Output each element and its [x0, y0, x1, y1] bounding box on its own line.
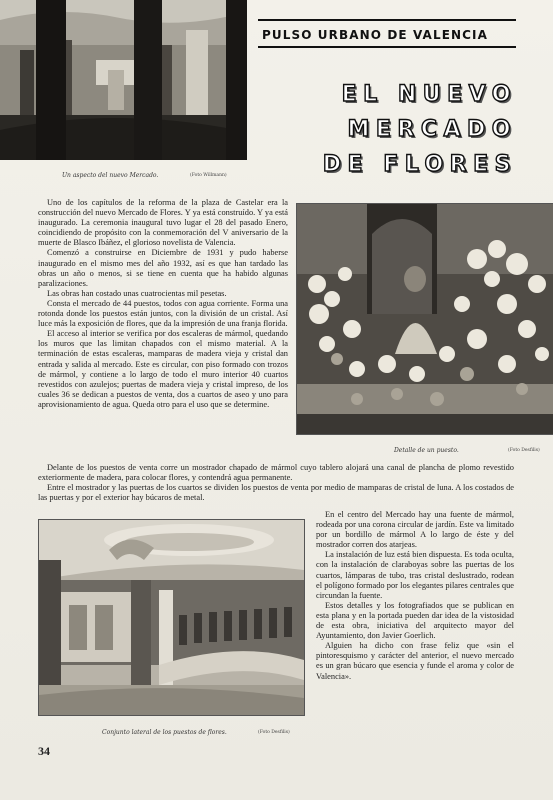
- title-rule-top: [258, 19, 516, 21]
- article-full-width: [38, 463, 514, 503]
- flower-stall-photo: [296, 203, 553, 435]
- paragraph: En el centro del Mercado hay una fuente de mármol, rodeada por una corona circular de jardín. Este va limitado por un bordillo de mármol A lo largo de éste y del mostrador corren dos atarjeas.: [316, 510, 514, 550]
- paragraph: Delante de los puestos de venta corre un mostrador chapado de mármol cuyo tablero alojará una canal de plancha de plomo revestido exteriormente de madera, para colocar flores, y contendrá agua permanente.: [38, 463, 514, 483]
- top-photo-caption: Un aspecto del nuevo Mercado.: [62, 172, 159, 179]
- market-stalls-photo: [38, 519, 305, 716]
- bottom-photo-credit: (Foto Desfilis): [258, 730, 290, 735]
- paragraph: La instalación de luz está bien dispuesta. Es toda oculta, con la instalación de claraboyas sobre las puertas de los cuartos, lámparas de tubo, tras cristal deslustrado, rodean el polígono formado por los elegantes pilares centrales que circundan la fuente.: [316, 550, 514, 600]
- title-rule-bottom: [258, 46, 516, 48]
- paragraph: Las obras han costado unas cuatrocientas mil pesetas.: [47, 288, 227, 298]
- right-photo-credit: (Foto Desfilis): [508, 448, 540, 453]
- paragraph: Comenzó a construirse en Diciembre de 1931 y pudo haberse inaugurado en el mismo mes del año 1932, así es que han tardado las obras un año o menos, si se tiene en cuenta que ha habido algunas paralizaciones.: [38, 248, 288, 288]
- page-number: 34: [38, 744, 50, 758]
- section-title: PULSO URBANO DE VALENCIA: [262, 28, 488, 42]
- headline-line-3: DE FLORES: [322, 152, 517, 177]
- top-photo-credit: (Foto Willmann): [190, 173, 227, 178]
- paragraph: Entre el mostrador y las puertas de los cuartos se dividen los puestos de venta por medio de mamparas de cristal de luna. A los costados de las puertas y por el exterior hay búcaros de metal.: [38, 483, 514, 503]
- paragraph: Consta el mercado de 44 puestos, todos con agua corriente. Forma una rotonda donde los puestos están juntos, con la división de un cristal. Así luce más la exposición de flores, que da la impresión de una franja florida.: [38, 298, 288, 329]
- market-interior-photo: [0, 0, 247, 160]
- headline-line-1: EL NUEVO: [341, 82, 517, 107]
- headline-line-2: MERCADO: [347, 117, 517, 142]
- paragraph: Uno de los capítulos de la reforma de la plaza de Castelar era la construcción del nuevo Mercado de Flores. Y ya está construído. Y ya está inaugurado. La ceremonia inaugural tuvo lugar el 28 del pasado Enero, coincidiendo de propósito con la conmemoración del V aniversario de la muerte de Blasco Ibáñez, el glorioso novelista de Valencia.: [38, 198, 288, 248]
- article-column-bottom: [316, 510, 514, 682]
- paragraph: Alguien ha dicho con frase feliz que «sin el pintoresquismo y carácter del anterior, el nuevo mercado es un gran búcaro que esencia y funde el aroma y color de Valencia».: [316, 641, 514, 681]
- bottom-photo-caption: Conjunto lateral de los puestos de flores.: [102, 729, 227, 736]
- right-photo-caption: Detalle de un puesto.: [394, 447, 459, 454]
- paragraph: Estos detalles y los fotografiados que se publican en esta plana y en la portada pueden dar idea de la vistosidad de esta obra, iniciativa del arquitecto mayor del Ayuntamiento, don Javier Goerlich.: [316, 600, 514, 641]
- article-column-top: [38, 198, 288, 410]
- paragraph: El acceso al interior se verifica por dos escaleras de mármol, quedando los muros que las limitan chapados con el mismo material. A la terminación de estas escaleras, mamparas de madera vieja y cristal dan entrada y salida al mercado. Este es circular, con piso formado con trozos de mármol, y contiene a lo largo de todo el muro interior 40 cuartos revestidos con azulejos; puertas de madera vieja y cristal impreso, de los cuales 36 se dedican a puestos de venta, dos a cuartos de aseo y uno para aprovisionamiento de agua. Queda otro para el uso que se determine.: [38, 329, 288, 409]
